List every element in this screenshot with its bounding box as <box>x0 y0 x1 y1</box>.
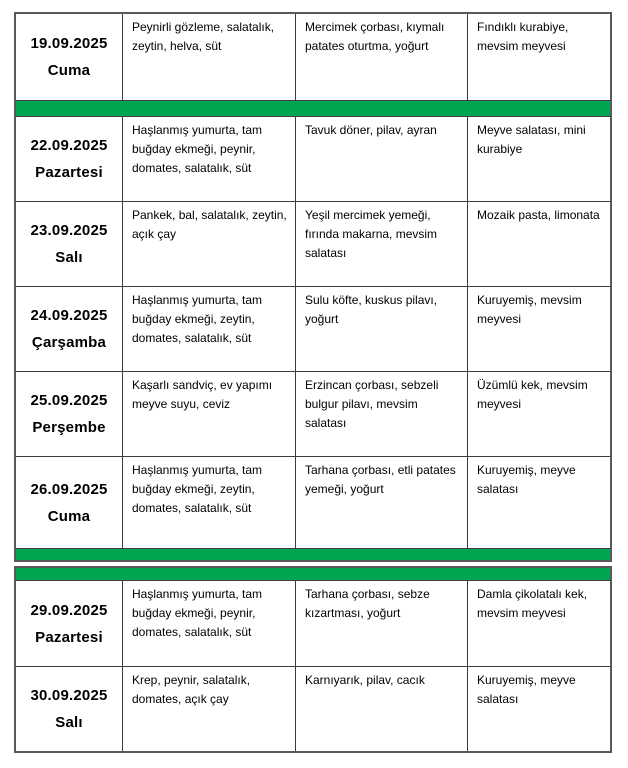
date-text: 22.09.2025 <box>30 137 108 154</box>
lunch-cell: Erzincan çorbası, sebzeli bulgur pilavı, mevsim salatası <box>295 372 467 456</box>
day-name: Pazartesi <box>35 628 103 646</box>
lunch-cell: Sulu köfte, kuskus pilavı, yoğurt <box>295 287 467 371</box>
date-text: 25.09.2025 <box>30 392 108 409</box>
date-cell <box>16 202 122 286</box>
weekend-separator-bar <box>16 548 610 560</box>
breakfast-cell: Haşlanmış yumurta, tam buğday ekmeği, zeytin, domates, salatalık, süt <box>122 457 295 548</box>
date-text: 23.09.2025 <box>30 222 108 239</box>
menu-row-30-09 <box>16 666 610 751</box>
day-name: Salı <box>55 714 83 731</box>
snack-cell: Kuruyemiş, meyve salatası <box>467 667 610 751</box>
menu-row-24-09 <box>16 286 610 371</box>
snack-cell: Kuruyemiş, meyve salatası <box>467 457 610 548</box>
weekend-separator-bar <box>16 568 610 580</box>
breakfast-cell: Kaşarlı sandviç, ev yapımı meyve suyu, ceviz <box>122 372 295 456</box>
lunch-cell: Yeşil mercimek yemeği, fırında makarna, mevsim salatası <box>295 202 467 286</box>
breakfast-cell: Haşlanmış yumurta, tam buğday ekmeği, peynir, domates, salatalık, süt <box>122 581 295 666</box>
breakfast-cell: Krep, peynir, salatalık, domates, açık çay <box>122 667 295 751</box>
breakfast-cell: Pankek, bal, salatalık, zeytin, açık çay <box>122 202 295 286</box>
day-name: Cuma <box>47 507 91 525</box>
lunch-cell: Tarhana çorbası, sebze kızartması, yoğurt <box>295 581 467 666</box>
menu-table-week1 <box>14 12 612 562</box>
date-cell <box>16 667 122 751</box>
day-name: Perşembe <box>32 419 106 436</box>
menu-row-25-09 <box>16 371 610 456</box>
date-cell <box>16 581 122 666</box>
day-name: Salı <box>55 249 83 266</box>
snack-cell: Meyve salatası, mini kurabiye <box>467 117 610 201</box>
weekend-separator-bar <box>16 100 610 116</box>
snack-cell: Fındıklı kurabiye, mevsim meyvesi <box>467 14 610 100</box>
day-name: Cuma <box>47 62 91 79</box>
lunch-cell: Mercimek çorbası, kıymalı patates oturtma, yoğurt <box>295 14 467 100</box>
menu-row-23-09 <box>16 201 610 286</box>
snack-cell: Üzümlü kek, mevsim meyvesi <box>467 372 610 456</box>
date-text: 19.09.2025 <box>30 35 108 52</box>
date-cell <box>16 117 122 201</box>
snack-cell: Damla çikolatalı kek, mevsim meyvesi <box>467 581 610 666</box>
breakfast-cell: Haşlanmış yumurta, tam buğday ekmeği, peynir, domates, salatalık, süt <box>122 117 295 201</box>
lunch-cell: Tarhana çorbası, etli patates yemeği, yoğurt <box>295 457 467 548</box>
date-text: 24.09.2025 <box>30 307 108 324</box>
date-cell <box>16 372 122 456</box>
day-name: Pazartesi <box>35 164 103 181</box>
date-cell <box>16 457 122 548</box>
menu-table-week2 <box>14 566 612 753</box>
date-text: 29.09.2025 <box>30 601 108 619</box>
snack-cell: Mozaik pasta, limonata <box>467 202 610 286</box>
day-name: Çarşamba <box>31 334 107 351</box>
breakfast-cell: Haşlanmış yumurta, tam buğday ekmeği, zeytin, domates, salatalık, süt <box>122 287 295 371</box>
menu-row-26-09 <box>16 456 610 548</box>
lunch-cell: Tavuk döner, pilav, ayran <box>295 117 467 201</box>
lunch-cell: Karnıyarık, pilav, cacık <box>295 667 467 751</box>
date-cell <box>16 14 122 100</box>
date-text: 26.09.2025 <box>30 480 108 498</box>
date-cell <box>16 287 122 371</box>
date-text: 30.09.2025 <box>30 687 108 704</box>
menu-row-29-09 <box>16 580 610 666</box>
snack-cell: Kuruyemiş, mevsim meyvesi <box>467 287 610 371</box>
menu-row-19-09 <box>16 14 610 100</box>
breakfast-cell: Peynirli gözleme, salatalık, zeytin, helva, süt <box>122 14 295 100</box>
menu-row-22-09 <box>16 116 610 201</box>
